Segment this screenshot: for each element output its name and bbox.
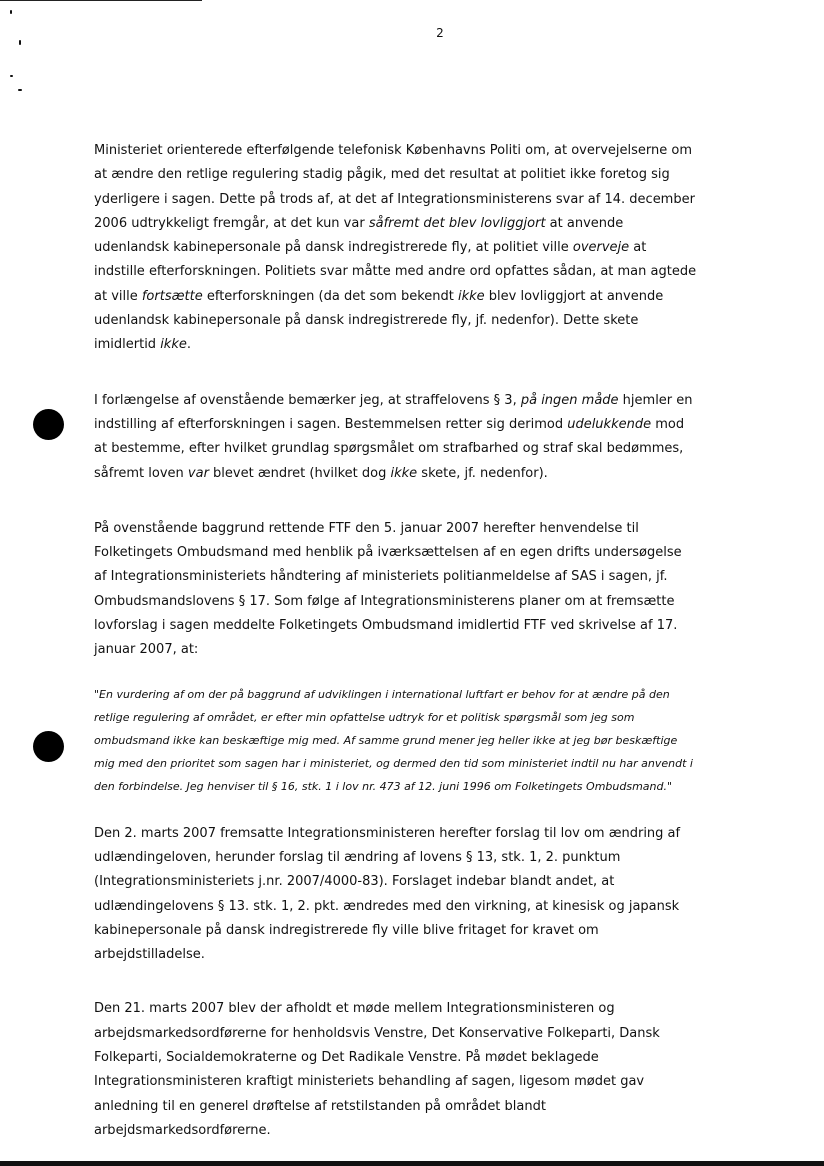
paragraph-2 [94,389,698,486]
scan-mark [18,89,22,91]
paragraph-4 [94,822,700,968]
bottom-edge-rule [0,1161,824,1166]
punch-hole-upper [33,409,64,440]
scan-mark [10,10,12,14]
italic-segment: fortsætte [141,288,203,304]
page-number: 2 [436,26,444,40]
text-segment: at anvende udenlandsk kabinepersonale på dansk indregistrerede fly, at politiet ville [94,215,624,256]
italic-segment: overveje [572,240,630,256]
text-segment: skete, jf. nedenfor). [417,465,548,481]
text-segment: efterforskningen (da det som bekendt [202,288,458,304]
paragraph-3 [94,517,698,663]
italic-segment: ikke [458,288,485,304]
text-segment: I forlængelse af ovenstående bemærker jeg, at straffelovens § 3, [94,392,521,408]
top-edge-rule [0,0,202,1]
text-segment: . [186,337,191,353]
italic-segment: såfremt det blev lovliggjort [368,215,546,231]
quote-text: "En vurdering af om der på baggrund af udviklingen i international luftfart er behov for at ændre på den retlige regulering af området, er efter min opfattelse udtryk for et politisk spørgsmål som jeg som ombudsmand ikke kan beskæftige mig med. Af samme grund mener jeg heller ikke at jeg bør beskæftige mig med den prioritet som sagen har i ministeriet, og dermed den tid som ministeriet indtil nu har anvendt i den forbindelse. Jeg henviser til § 16, stk. 1 i lov nr. 473 af 12. juni 1996 om Folketingets Ombudsmand." [94,687,693,793]
scan-mark [19,40,21,45]
text-segment: På ovenstående baggrund rettende FTF den 5. januar 2007 herefter henvendelse til Folketingets Ombudsmand med henblik på iværksættelsen af en egen drifts undersøgelse af Integrationsministeriets håndtering af ministeriets politianmeldelse af SAS i sagen, jf. Ombudsmandslovens § 17. Som følge af Integrationsministerens planer om at fremsætte lovforslag i sagen meddelte Folketingets Ombudsmand imidlertid FTF ved skrivelse af 17. januar 2007, at: [94,520,682,658]
document-body [94,139,706,1143]
paragraph-text: Den 21. marts 2007 blev der afholdt et møde mellem Integrationsministeren og arbejdsmarkedsordførerne for henholdsvis Venstre, Det Konservative Folkeparti, Dansk Folkeparti, Socialdemokraterne og Det Radikale Venstre. På mødet beklagede Integrationsministeren kraftigt ministeriets behandling af sagen, ligesom mødet gav anledning til en generel drøftelse af retstilstanden på området blandt arbejdsmarkedsordførerne. [94,1001,660,1138]
italic-segment: ikke [160,337,187,353]
text-segment: mod at bestemme, efter hvilket grundlag spørgsmålet om strafbarhed og straf skal bedømmes, såfremt loven [94,416,685,481]
italic-segment: var [187,465,209,481]
text-segment: at indstille efterforskningen. Politiets svar måtte med andre ord opfattes sådan, at man agtede at ville [94,240,697,304]
text-segment: blevet ændret (hvilket dog [208,465,391,481]
text-segment: blev lovliggjort at anvende udenlandsk kabinepersonale på dansk indregistrerede fly, jf. nedenfor). Dette skete imidlertid [94,288,664,353]
italic-segment: på ingen måde [520,392,619,408]
italic-segment: udelukkende [567,416,652,432]
paragraph-1 [94,139,700,358]
scan-mark [10,75,13,77]
text-segment: Ministeriet orienterede efterfølgende telefonisk Københavns Politi om, at overvejelserne om at ændre den retlige regulering stadig pågik, med det resultat at politiet ikke foretog sig yderligere i sagen. Dette på trods af, at det af Integrationsministerens svar af 14. december 2006 udtrykkeligt fremgår, at det kun var [94,143,695,231]
text-segment: hjemler en indstilling af efterforskningen i sagen. Bestemmelsen retter sig derimod [94,392,693,432]
paragraph-5 [94,997,700,1143]
paragraph-text: Den 2. marts 2007 fremsatte Integrationsministeren herefter forslag til lov om ændring af udlændingeloven, herunder forslag til ændring af lovens § 13, stk. 1, 2. punktum (Integrationsministeriets j.nr. 2007/4000-83). Forslaget indebar blandt andet, at udlændingelovens § 13. stk. 1, 2. pkt. ændredes med den virkning, at kinesisk og japansk kabinepersonale på dansk indregistrerede fly ville blive fritaget for kravet om arbejdstilladelse. [94,825,681,963]
block-quote [94,683,698,798]
italic-segment: ikke [390,465,418,481]
punch-hole-lower [33,731,64,762]
